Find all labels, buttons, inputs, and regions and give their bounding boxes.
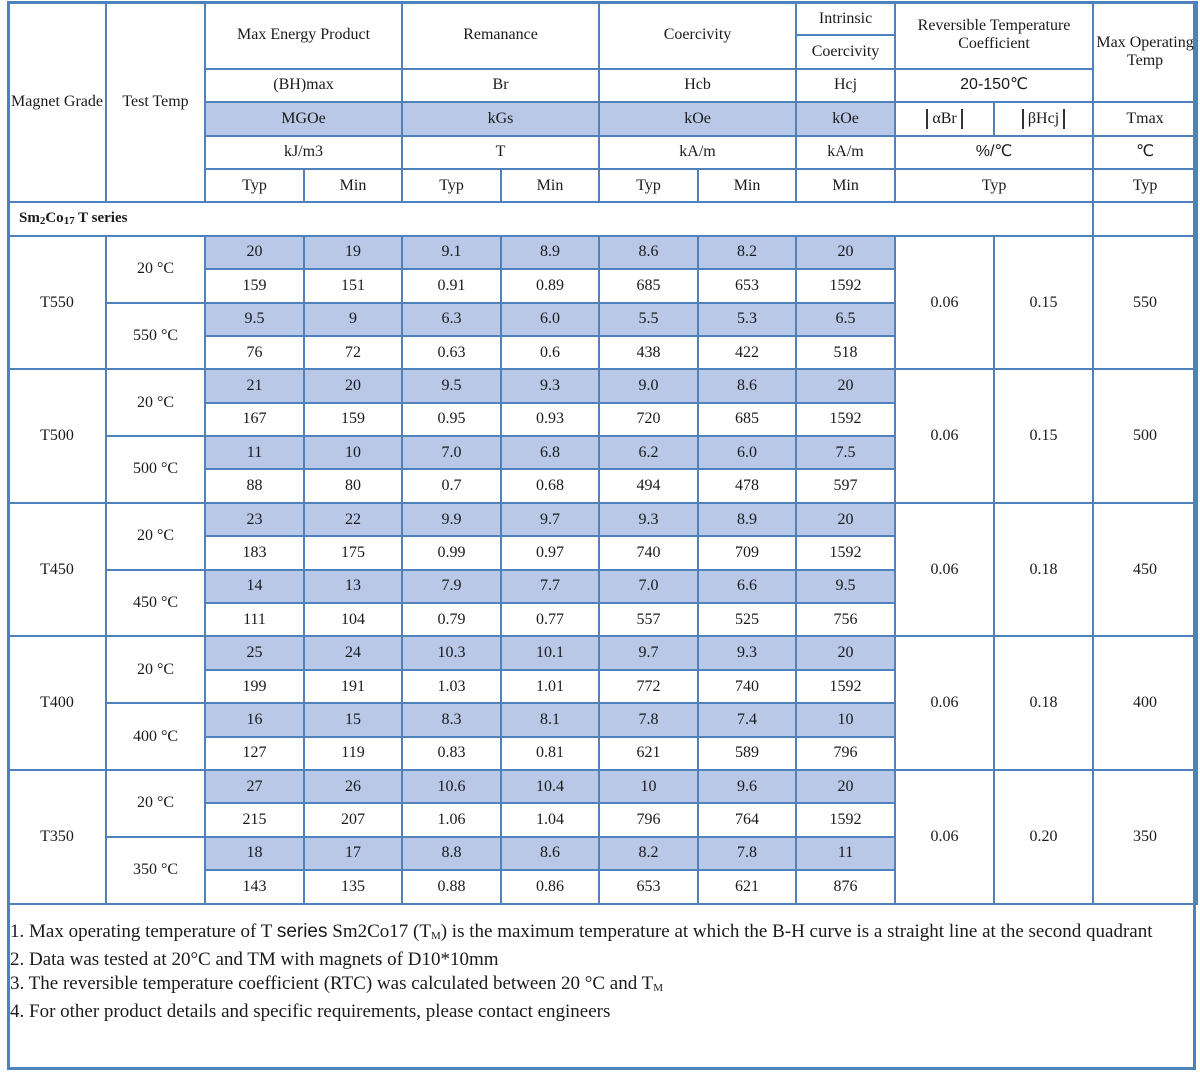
unit-tmax: Tmax xyxy=(1093,102,1197,135)
col-typ: Typ xyxy=(1093,169,1197,202)
unit-kjm3: kJ/m3 xyxy=(205,136,402,169)
value-cell-primary: 27 xyxy=(205,770,304,803)
test-temp-label: 20 °C xyxy=(106,636,205,703)
grade-name: T350 xyxy=(8,770,106,904)
value-cell-primary: 8.6 xyxy=(599,236,698,269)
value-cell-primary: 8.3 xyxy=(402,703,501,736)
col-typ: Typ xyxy=(895,169,1093,202)
value-cell-primary: 9.5 xyxy=(402,369,501,402)
alpha-br-cell xyxy=(895,102,994,135)
value-cell-si: 0.68 xyxy=(501,469,599,502)
value-cell-primary: 10.3 xyxy=(402,636,501,669)
symbol-br: Br xyxy=(402,69,599,102)
value-cell-primary: 20 xyxy=(796,636,895,669)
value-cell-si: 709 xyxy=(698,536,796,569)
test-temp-label: 20 °C xyxy=(106,503,205,570)
value-cell-primary: 8.9 xyxy=(501,236,599,269)
value-cell-primary: 7.5 xyxy=(796,436,895,469)
header-intrinsic-coercivity: Coercivity xyxy=(796,35,895,68)
test-temp-label: 500 °C xyxy=(106,436,205,503)
value-cell-si: 685 xyxy=(698,403,796,436)
value-cell-primary: 9.3 xyxy=(698,636,796,669)
value-cell-primary: 6.2 xyxy=(599,436,698,469)
value-cell-primary: 8.6 xyxy=(501,837,599,870)
sm2co17-spec-table xyxy=(7,1,1198,905)
value-cell-primary: 9.7 xyxy=(599,636,698,669)
value-cell-primary: 15 xyxy=(304,703,402,736)
header-magnet-grade: Magnet Grade xyxy=(8,2,106,202)
footnotes xyxy=(10,920,1190,1024)
test-temp-label: 20 °C xyxy=(106,369,205,436)
value-cell-si: 740 xyxy=(698,670,796,703)
value-cell-primary: 14 xyxy=(205,570,304,603)
grade-name: T400 xyxy=(8,636,106,770)
value-cell-primary: 11 xyxy=(796,837,895,870)
value-cell-primary: 20 xyxy=(304,369,402,402)
col-typ: Typ xyxy=(402,169,501,202)
unit-koe: kOe xyxy=(599,102,796,135)
value-cell-primary: 8.2 xyxy=(599,837,698,870)
value-cell-si: 0.63 xyxy=(402,336,501,369)
beta-hcj-value: 0.18 xyxy=(994,503,1093,637)
value-cell-si: 111 xyxy=(205,603,304,636)
value-cell-si: 589 xyxy=(698,737,796,770)
value-cell-si: 653 xyxy=(698,269,796,302)
test-temp-label: 450 °C xyxy=(106,570,205,637)
table-row xyxy=(8,236,1197,269)
value-cell-si: 0.91 xyxy=(402,269,501,302)
value-cell-si: 685 xyxy=(599,269,698,302)
value-cell-si: 1.04 xyxy=(501,803,599,836)
symbol-hcj: Hcj xyxy=(796,69,895,102)
value-cell-si: 0.83 xyxy=(402,737,501,770)
value-cell-si: 135 xyxy=(304,870,402,903)
test-temp-label: 550 °C xyxy=(106,303,205,370)
value-cell-primary: 7.0 xyxy=(599,570,698,603)
value-cell-si: 199 xyxy=(205,670,304,703)
value-cell-primary: 8.1 xyxy=(501,703,599,736)
value-cell-primary: 20 xyxy=(796,369,895,402)
unit-mgoe: MGOe xyxy=(205,102,402,135)
value-cell-primary: 17 xyxy=(304,837,402,870)
test-temp-label: 20 °C xyxy=(106,770,205,837)
table-body xyxy=(8,202,1197,903)
unit-kgs: kGs xyxy=(402,102,599,135)
value-cell-si: 621 xyxy=(698,870,796,903)
value-cell-si: 1592 xyxy=(796,536,895,569)
value-cell-primary: 7.8 xyxy=(698,837,796,870)
header-remanence: Remanance xyxy=(402,2,599,69)
value-cell-primary: 10 xyxy=(796,703,895,736)
value-cell-primary: 22 xyxy=(304,503,402,536)
value-cell-si: 1592 xyxy=(796,670,895,703)
col-typ: Typ xyxy=(205,169,304,202)
value-cell-si: 0.99 xyxy=(402,536,501,569)
value-cell-primary: 7.7 xyxy=(501,570,599,603)
value-cell-si: 525 xyxy=(698,603,796,636)
value-cell-primary: 6.6 xyxy=(698,570,796,603)
value-cell-primary: 19 xyxy=(304,236,402,269)
unit-kam-intrinsic: kA/m xyxy=(796,136,895,169)
value-cell-si: 183 xyxy=(205,536,304,569)
value-cell-si: 0.89 xyxy=(501,269,599,302)
value-cell-si: 597 xyxy=(796,469,895,502)
value-cell-primary: 10 xyxy=(599,770,698,803)
table-row xyxy=(8,503,1197,536)
value-cell-si: 720 xyxy=(599,403,698,436)
value-cell-si: 557 xyxy=(599,603,698,636)
table-header xyxy=(8,2,1197,202)
series-title-spacer xyxy=(1093,202,1197,235)
value-cell-si: 1.03 xyxy=(402,670,501,703)
value-cell-primary: 16 xyxy=(205,703,304,736)
value-cell-si: 151 xyxy=(304,269,402,302)
unit-celsius: ℃ xyxy=(1093,136,1197,169)
value-cell-primary: 21 xyxy=(205,369,304,402)
value-cell-si: 127 xyxy=(205,737,304,770)
value-cell-si: 796 xyxy=(796,737,895,770)
value-cell-si: 0.79 xyxy=(402,603,501,636)
value-cell-si: 740 xyxy=(599,536,698,569)
value-cell-si: 1.01 xyxy=(501,670,599,703)
alpha-br-value: 0.06 xyxy=(895,636,994,770)
value-cell-si: 80 xyxy=(304,469,402,502)
value-cell-primary: 8.2 xyxy=(698,236,796,269)
value-cell-primary: 5.3 xyxy=(698,303,796,336)
value-cell-primary: 9.3 xyxy=(501,369,599,402)
value-cell-si: 1592 xyxy=(796,403,895,436)
table-row xyxy=(8,369,1197,402)
tmax-value: 450 xyxy=(1093,503,1197,637)
tmax-value: 350 xyxy=(1093,770,1197,904)
unit-koe-intrinsic: kOe xyxy=(796,102,895,135)
alpha-br-value: 0.06 xyxy=(895,369,994,503)
header-coercivity: Coercivity xyxy=(599,2,796,69)
value-cell-primary: 20 xyxy=(796,503,895,536)
table-row xyxy=(8,636,1197,669)
test-temp-label: 20 °C xyxy=(106,236,205,303)
value-cell-primary: 10.6 xyxy=(402,770,501,803)
tmax-value: 400 xyxy=(1093,636,1197,770)
value-cell-primary: 23 xyxy=(205,503,304,536)
test-temp-label: 400 °C xyxy=(106,703,205,770)
unit-tesla: T xyxy=(402,136,599,169)
grade-name: T450 xyxy=(8,503,106,637)
value-cell-primary: 7.0 xyxy=(402,436,501,469)
value-cell-si: 0.88 xyxy=(402,870,501,903)
header-intrinsic: Intrinsic xyxy=(796,2,895,35)
value-cell-primary: 9.5 xyxy=(205,303,304,336)
value-cell-primary: 6.8 xyxy=(501,436,599,469)
note-3: 3. The reversible temperature coefficient (RTC) was calculated between 20 °C and $T_M$ xyxy=(10,973,664,994)
value-cell-si: 175 xyxy=(304,536,402,569)
value-cell-si: 772 xyxy=(599,670,698,703)
value-cell-primary: 26 xyxy=(304,770,402,803)
value-cell-primary: 9.7 xyxy=(501,503,599,536)
value-cell-si: 796 xyxy=(599,803,698,836)
header-max-op-temp: Max Operating Temp xyxy=(1093,2,1197,102)
value-cell-primary: 20 xyxy=(796,770,895,803)
value-cell-primary: 10.1 xyxy=(501,636,599,669)
value-cell-si: 159 xyxy=(304,403,402,436)
value-cell-si: 191 xyxy=(304,670,402,703)
value-cell-si: 0.81 xyxy=(501,737,599,770)
value-cell-si: 159 xyxy=(205,269,304,302)
value-cell-primary: 9.5 xyxy=(796,570,895,603)
value-cell-primary: 10.4 xyxy=(501,770,599,803)
grade-name: T550 xyxy=(8,236,106,370)
symbol-hcb: Hcb xyxy=(599,69,796,102)
value-cell-si: 72 xyxy=(304,336,402,369)
beta-hcj-value: 0.15 xyxy=(994,236,1093,370)
alpha-br-value: 0.06 xyxy=(895,236,994,370)
value-cell-primary: 18 xyxy=(205,837,304,870)
col-min: Min xyxy=(304,169,402,202)
tmax-value: 550 xyxy=(1093,236,1197,370)
value-cell-primary: 24 xyxy=(304,636,402,669)
col-typ: Typ xyxy=(599,169,698,202)
value-cell-primary: 9.9 xyxy=(402,503,501,536)
value-cell-si: 104 xyxy=(304,603,402,636)
series-title: $Sm_2Co_{17}$ T series xyxy=(8,202,1093,235)
value-cell-si: 0.77 xyxy=(501,603,599,636)
value-cell-primary: 7.4 xyxy=(698,703,796,736)
value-cell-primary: 10 xyxy=(304,436,402,469)
value-cell-si: 88 xyxy=(205,469,304,502)
value-cell-si: 653 xyxy=(599,870,698,903)
header-max-energy: Max Energy Product xyxy=(205,2,402,69)
value-cell-si: 0.97 xyxy=(501,536,599,569)
value-cell-si: 0.93 xyxy=(501,403,599,436)
beta-hcj-value: 0.15 xyxy=(994,369,1093,503)
value-cell-si: 478 xyxy=(698,469,796,502)
value-cell-primary: 9.0 xyxy=(599,369,698,402)
value-cell-si: 764 xyxy=(698,803,796,836)
value-cell-primary: 9.3 xyxy=(599,503,698,536)
note-2: 2. Data was tested at 20°C and TM with magnets of D10*10mm xyxy=(10,949,499,970)
value-cell-primary: 6.0 xyxy=(501,303,599,336)
header-test-temp: Test Temp xyxy=(106,2,205,202)
col-min: Min xyxy=(698,169,796,202)
value-cell-primary: 8.6 xyxy=(698,369,796,402)
value-cell-primary: 25 xyxy=(205,636,304,669)
value-cell-si: 119 xyxy=(304,737,402,770)
value-cell-si: 0.86 xyxy=(501,870,599,903)
value-cell-si: 207 xyxy=(304,803,402,836)
value-cell-si: 621 xyxy=(599,737,698,770)
alpha-br-value: 0.06 xyxy=(895,770,994,904)
note-1: 1. Max operating temperature of T series Sm2Co17 $(T_M)$ is the maximum temperature at which the B-H curve is a straight line at the second quadrant xyxy=(10,921,1153,942)
value-cell-primary: 7.9 xyxy=(402,570,501,603)
value-cell-primary: 6.5 xyxy=(796,303,895,336)
value-cell-primary: 20 xyxy=(205,236,304,269)
alpha-br-value: 0.06 xyxy=(895,503,994,637)
value-cell-primary: 11 xyxy=(205,436,304,469)
value-cell-primary: 13 xyxy=(304,570,402,603)
value-cell-primary: 6.3 xyxy=(402,303,501,336)
grade-name: T500 xyxy=(8,369,106,503)
value-cell-si: 1.06 xyxy=(402,803,501,836)
tmax-value: 500 xyxy=(1093,369,1197,503)
value-cell-si: 422 xyxy=(698,336,796,369)
col-min: Min xyxy=(501,169,599,202)
unit-percent-per-c: %/℃ xyxy=(895,136,1093,169)
test-temp-label: 350 °C xyxy=(106,837,205,904)
value-cell-si: 876 xyxy=(796,870,895,903)
table-row xyxy=(8,770,1197,803)
value-cell-si: 494 xyxy=(599,469,698,502)
beta-hcj-cell xyxy=(994,102,1093,135)
beta-hcj-value: 0.20 xyxy=(994,770,1093,904)
beta-hcj-value: 0.18 xyxy=(994,636,1093,770)
value-cell-primary: 5.5 xyxy=(599,303,698,336)
value-cell-si: 167 xyxy=(205,403,304,436)
value-cell-si: 0.7 xyxy=(402,469,501,502)
value-cell-si: 756 xyxy=(796,603,895,636)
value-cell-si: 518 xyxy=(796,336,895,369)
value-cell-primary: 9.1 xyxy=(402,236,501,269)
value-cell-primary: 20 xyxy=(796,236,895,269)
note-4: 4. For other product details and specific requirements, please contact engineers xyxy=(10,1001,611,1022)
value-cell-si: 438 xyxy=(599,336,698,369)
value-cell-primary: 6.0 xyxy=(698,436,796,469)
alpha-br-label: αBr xyxy=(926,109,962,129)
value-cell-si: 1592 xyxy=(796,269,895,302)
symbol-bhmax: (BH)max xyxy=(205,69,402,102)
unit-kam: kA/m xyxy=(599,136,796,169)
value-cell-si: 215 xyxy=(205,803,304,836)
value-cell-si: 1592 xyxy=(796,803,895,836)
value-cell-primary: 7.8 xyxy=(599,703,698,736)
value-cell-primary: 8.8 xyxy=(402,837,501,870)
col-min: Min xyxy=(796,169,895,202)
value-cell-primary: 8.9 xyxy=(698,503,796,536)
header-rev-temp-coef: Reversible Temperature Coefficient xyxy=(895,2,1093,69)
value-cell-si: 76 xyxy=(205,336,304,369)
value-cell-primary: 9.6 xyxy=(698,770,796,803)
value-cell-si: 143 xyxy=(205,870,304,903)
value-cell-si: 0.6 xyxy=(501,336,599,369)
value-cell-si: 0.95 xyxy=(402,403,501,436)
beta-hcj-label: βHcj xyxy=(1022,109,1065,129)
value-cell-primary: 9 xyxy=(304,303,402,336)
temp-range: 20-150℃ xyxy=(895,69,1093,102)
